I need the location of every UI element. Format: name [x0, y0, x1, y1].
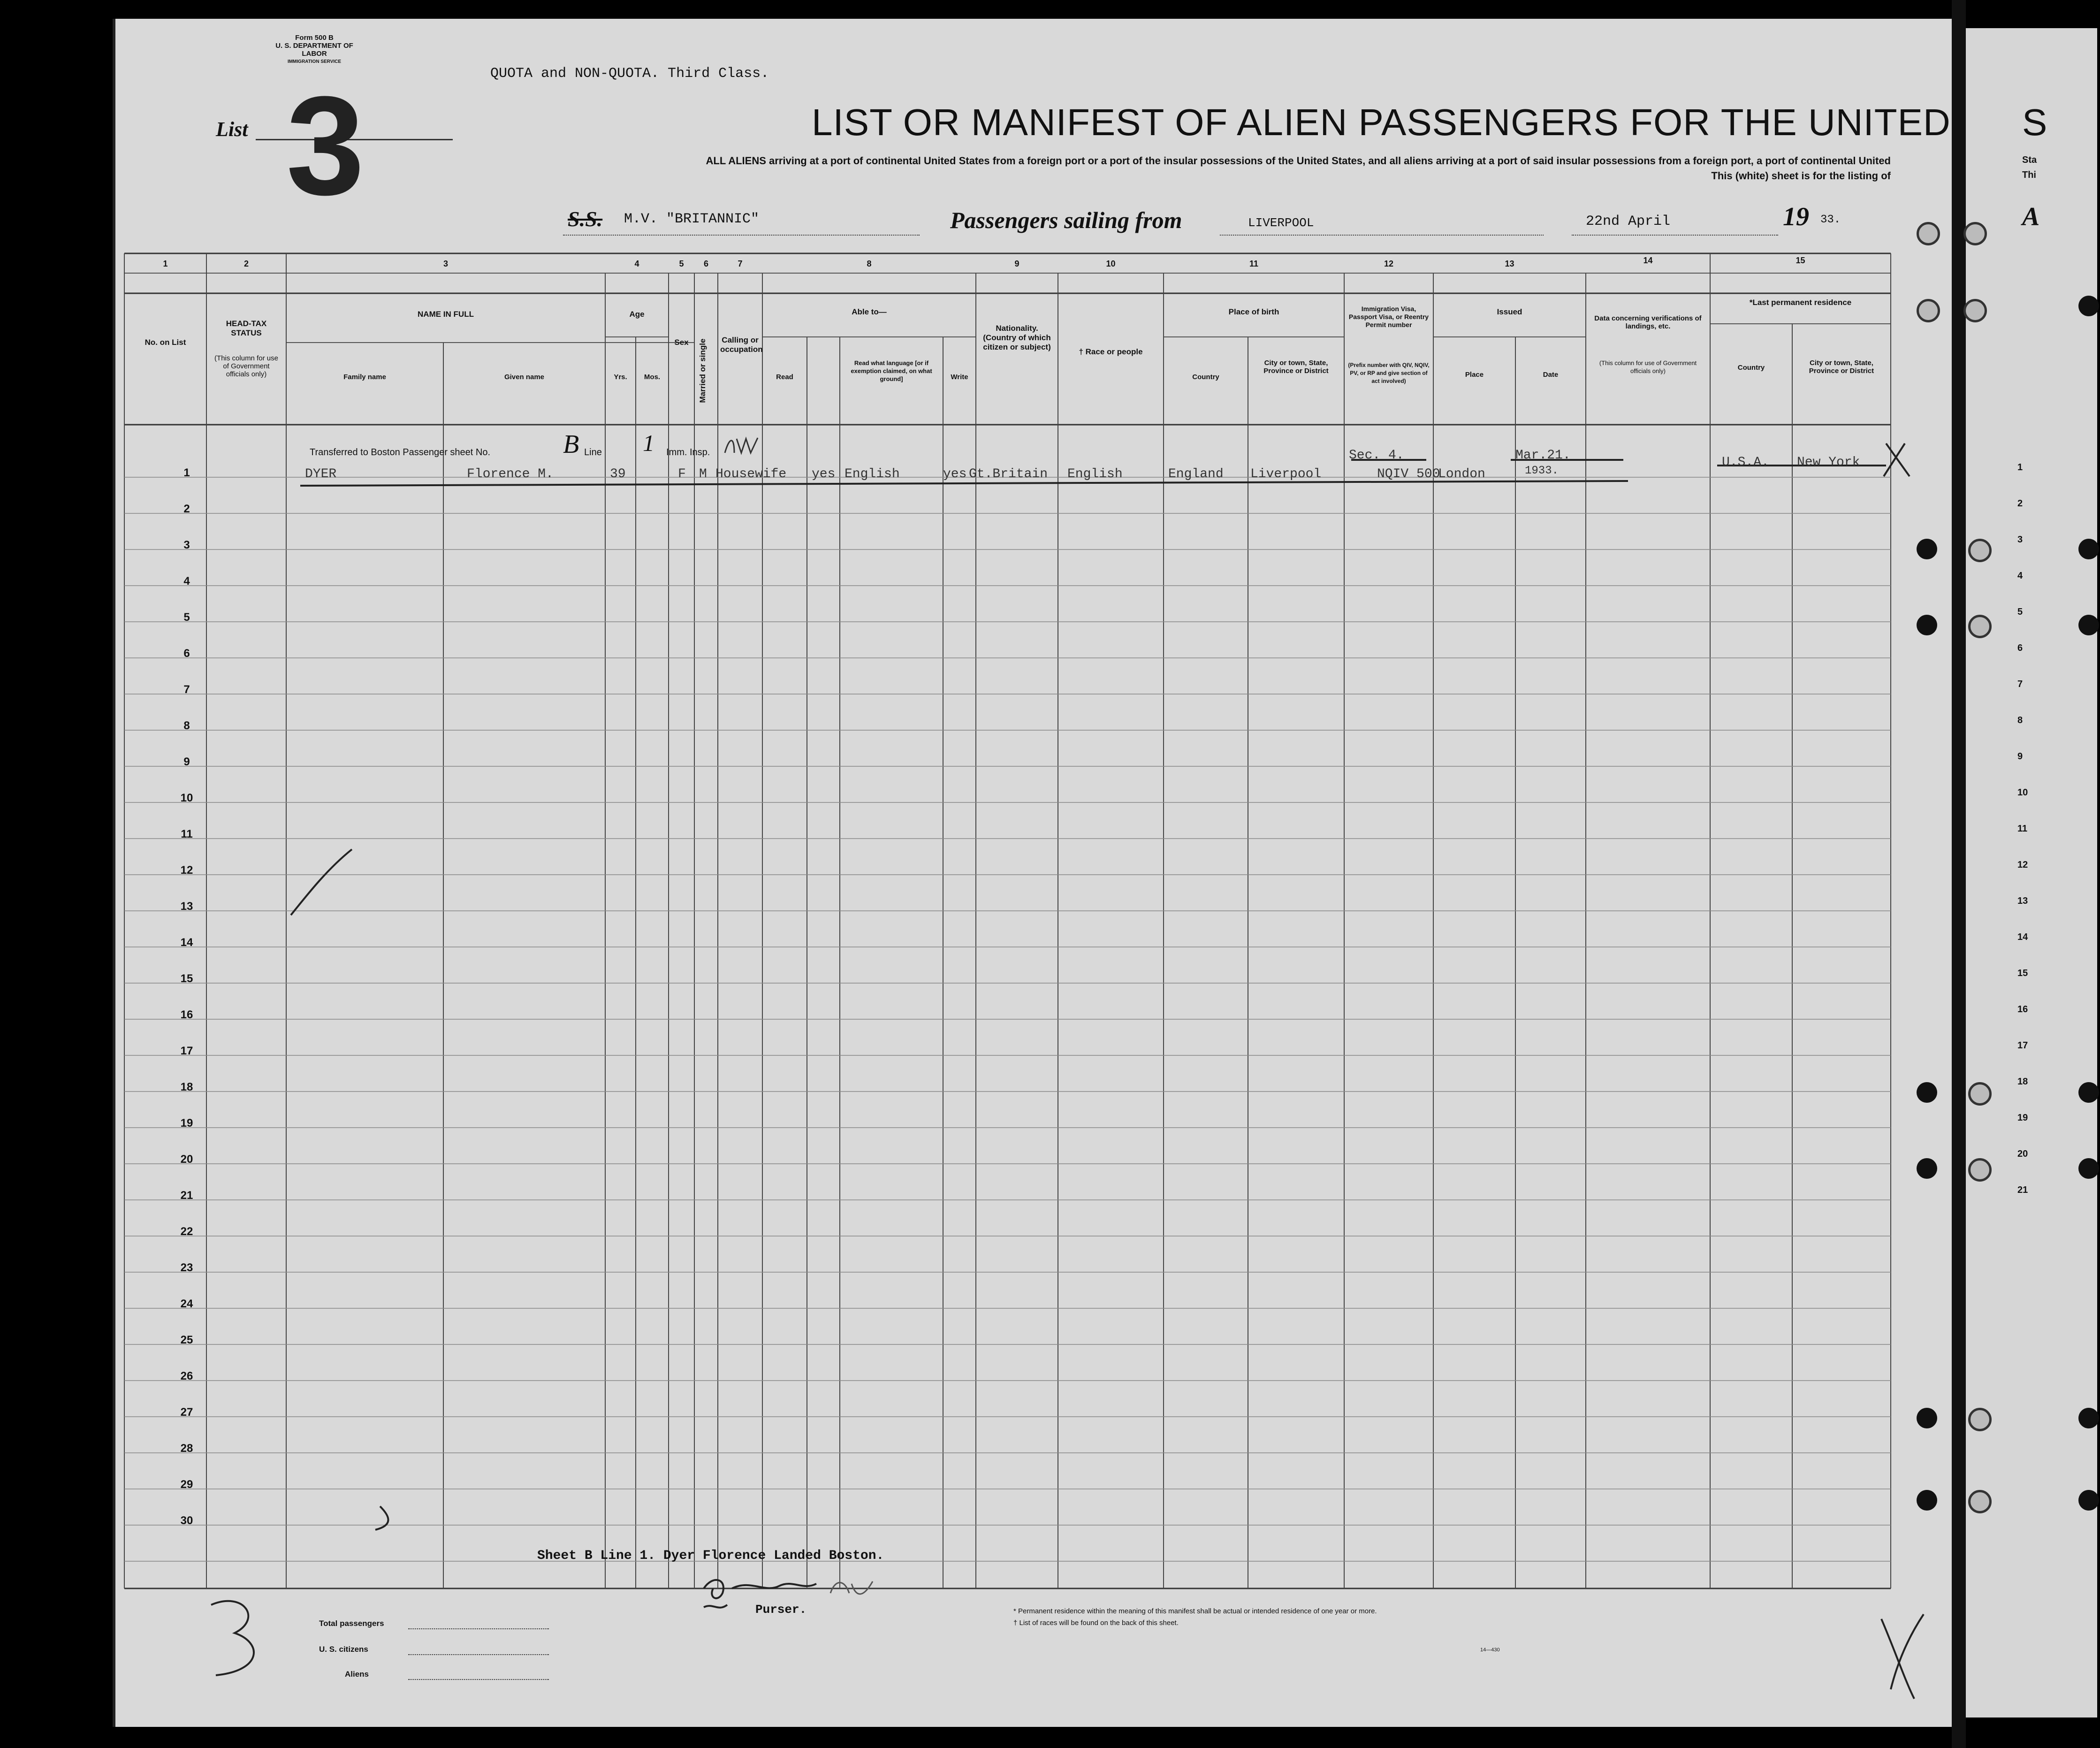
row1-visa-section: Sec. 4. — [1349, 448, 1404, 463]
row1-status: M — [699, 467, 707, 481]
footnote-residence: * Permanent residence within the meaning of this manifest shall be actual or intended residence of one year or more. — [1013, 1607, 1377, 1615]
punch-hole — [1917, 615, 1937, 635]
total-passengers-label: Total passengers — [319, 1619, 384, 1628]
department-label: U. S. DEPARTMENT OF LABOR — [275, 42, 353, 58]
header-visa: Immigration Visa, Passport Visa, or Reentry Permit number — [1348, 305, 1429, 328]
row-number: 14 — [180, 936, 193, 949]
row-number: 19 — [180, 1117, 193, 1130]
row-number: 24 — [180, 1298, 193, 1310]
row-number: 13 — [180, 900, 193, 913]
quota-line: QUOTA and NON-QUOTA. Third Class. — [490, 66, 769, 82]
punch-hole — [2078, 296, 2099, 316]
row-number: 11 — [181, 828, 193, 840]
header-verifications-note: (This column for use of Government officials only) — [1599, 359, 1697, 374]
row-number: 21 — [180, 1189, 193, 1202]
row1-res-country: U.S.A. — [1722, 455, 1769, 470]
header-issued: Issued — [1497, 307, 1522, 316]
adjacent-row-number: 15 — [2017, 968, 2028, 978]
adjacent-row-number: 7 — [2017, 679, 2023, 689]
row1-language: English — [845, 467, 900, 481]
header-name-in-full: NAME IN FULL — [418, 310, 474, 319]
binding-hole — [1968, 1408, 1992, 1431]
punch-hole — [1917, 1408, 1937, 1428]
transfer-line-label: Line — [584, 447, 602, 458]
header-family-name: Family name — [343, 373, 386, 381]
row-number: 27 — [180, 1406, 193, 1419]
row-number: 10 — [180, 792, 193, 804]
manifest-title: LIST OR MANIFEST OF ALIEN PASSENGERS FOR THE UNITED — [812, 101, 1951, 143]
colnum-11: 11 — [1249, 259, 1259, 268]
adjacent-title-fragment: S — [2022, 101, 2047, 143]
header-issued-place: Place — [1465, 371, 1484, 379]
punch-hole — [2078, 1490, 2099, 1511]
row-number: 2 — [183, 503, 190, 515]
header-race: † Race or people — [1079, 347, 1143, 356]
adjacent-row-number: 13 — [2017, 896, 2028, 906]
aliens-label: Aliens — [345, 1670, 369, 1679]
adjacent-row-number: 14 — [2017, 932, 2028, 942]
row-number: 6 — [183, 647, 190, 660]
row1-birth-country: England — [1168, 467, 1224, 481]
punch-hole — [1917, 1490, 1937, 1511]
row-number: 15 — [180, 972, 193, 985]
transfer-insp-label: Imm. Insp. — [666, 447, 710, 458]
list-number: 3 — [286, 67, 365, 224]
row-number: 20 — [180, 1153, 193, 1166]
punch-hole — [2078, 1408, 2099, 1428]
header-verifications: Data concerning verifications of landings, etc. — [1594, 314, 1702, 330]
colnum-13: 13 — [1505, 259, 1514, 268]
row-number: 5 — [183, 611, 190, 624]
row-number: 8 — [183, 719, 190, 732]
colnum-3: 3 — [443, 259, 448, 268]
header-age: Age — [629, 310, 645, 319]
subtitle-line-2: This (white) sheet is for the listing of — [1711, 170, 1891, 182]
adjacent-row-number: 4 — [2017, 571, 2023, 581]
row1-family-name: DYER — [305, 467, 337, 481]
colnum-14: 14 — [1643, 256, 1653, 265]
punch-hole — [1917, 1158, 1937, 1179]
header-able-to: Able to— — [852, 307, 887, 316]
sailing-port: LIVERPOOL — [1248, 216, 1314, 230]
colnum-1: 1 — [163, 259, 168, 268]
row1-visa-number: NQIV 500 — [1377, 467, 1440, 481]
service-label: IMMIGRATION SERVICE — [287, 59, 342, 64]
footnote-races: † List of races will be found on the back of this sheet. — [1013, 1619, 1179, 1627]
colnum-9: 9 — [1014, 259, 1020, 268]
colnum-6: 6 — [703, 259, 708, 268]
us-citizens-line — [408, 1654, 549, 1655]
row1-issued-place: London — [1438, 467, 1485, 481]
row-number: 26 — [180, 1370, 193, 1382]
header-married: Married or single — [698, 338, 707, 403]
row1-nationality: Gt.Britain — [969, 467, 1048, 481]
row-number: 4 — [183, 575, 190, 588]
binding-hole — [1917, 299, 1940, 322]
header-place-of-birth: Place of birth — [1228, 307, 1279, 316]
row-number: 17 — [180, 1045, 193, 1057]
binding-hole — [1968, 539, 1992, 562]
punch-hole — [2078, 1158, 2099, 1179]
adjacent-text-2: Thi — [2022, 170, 2036, 180]
header-issued-date: Date — [1543, 371, 1559, 379]
colnum-4: 4 — [634, 259, 639, 268]
row-number: 30 — [180, 1514, 193, 1527]
row1-occupation: Housewife — [715, 467, 787, 481]
row1-birth-city: Liverpool — [1250, 467, 1322, 481]
row1-race: English — [1067, 467, 1123, 481]
adjacent-row-number: 2 — [2017, 498, 2023, 509]
adjacent-row-number: 21 — [2017, 1185, 2028, 1195]
binding-hole — [1963, 222, 1987, 245]
header-read-language: Read what language [or if exemption claimed, on what ground] — [851, 359, 932, 382]
row-number: 12 — [180, 864, 193, 877]
sailing-label: Passengers sailing from — [950, 207, 1182, 233]
row1-read: yes — [812, 467, 836, 481]
row-number: 9 — [183, 756, 190, 768]
colnum-15: 15 — [1796, 256, 1805, 265]
header-head-tax-note: (This column for use of Government officials only) — [214, 354, 278, 378]
header-read: Read — [776, 373, 793, 381]
header-calling: Calling or occupation — [720, 336, 763, 354]
list-label: List — [216, 118, 248, 141]
adjacent-row-number: 10 — [2017, 787, 2028, 798]
punch-hole — [1917, 1082, 1937, 1103]
year-suffix: 33. — [1820, 214, 1841, 226]
binding-hole — [1968, 1082, 1992, 1106]
row1-given-name: Florence M. — [467, 467, 554, 481]
adjacent-row-number: 8 — [2017, 715, 2023, 725]
binding-hole — [1963, 299, 1987, 322]
header-nationality: Nationality. (Country of which citizen or subject) — [983, 324, 1051, 351]
row-number: 16 — [180, 1008, 193, 1021]
header-age-mos: Mos. — [644, 373, 661, 381]
row-number: 7 — [183, 683, 190, 696]
binding-hole — [1968, 615, 1992, 638]
header-res-country: Country — [1737, 364, 1765, 372]
year-prefix: 19 — [1783, 202, 1809, 231]
ship-prefix: S.S. — [568, 207, 603, 231]
header-given-name: Given name — [504, 373, 545, 381]
total-passengers-line — [408, 1628, 549, 1629]
header-write: Write — [951, 373, 968, 381]
row-number: 1 — [183, 466, 190, 479]
header-no-on-list: No. on List — [145, 338, 186, 347]
adjacent-row-number: 18 — [2017, 1076, 2028, 1087]
adjacent-row-number: 20 — [2017, 1149, 2028, 1159]
header-res-city: City or town, State, Province or District — [1809, 359, 1874, 375]
purser-label: Purser. — [755, 1603, 807, 1617]
punch-hole — [2078, 1082, 2099, 1103]
adjacent-row-number: 1 — [2017, 462, 2023, 473]
row1-res-city: New York — [1797, 455, 1860, 470]
header-birth-city: City or town, State, Province or District — [1263, 359, 1329, 375]
ship-name: M.V. "BRITANNIC" — [624, 211, 760, 227]
row1-issued-date-1: Mar.21. — [1515, 448, 1571, 463]
form-code: 14—430 — [1480, 1647, 1500, 1653]
row-number: 3 — [183, 539, 190, 551]
header-visa-note: (Prefix number with QIV, NQIV, PV, or RP and give section of act involved) — [1348, 362, 1430, 384]
colnum-12: 12 — [1384, 259, 1394, 268]
colnum-10: 10 — [1106, 259, 1116, 268]
binding-hole — [1968, 1158, 1992, 1182]
adjacent-row-number: 19 — [2017, 1113, 2028, 1123]
row1-issued-date-2: 1933. — [1525, 465, 1559, 477]
punch-hole — [1917, 539, 1937, 559]
row-number: 18 — [180, 1081, 193, 1093]
header-head-tax: HEAD-TAX STATUS — [226, 319, 267, 337]
punch-hole — [2078, 539, 2099, 559]
transfer-text: Transferred to Boston Passenger sheet No. — [310, 447, 491, 458]
adjacent-row-number: 5 — [2017, 607, 2023, 617]
transfer-line-no: 1 — [643, 430, 654, 456]
punch-hole — [2078, 615, 2099, 635]
header-sex: Sex — [674, 338, 689, 347]
adjacent-row-number: 12 — [2017, 860, 2028, 870]
colnum-7: 7 — [738, 259, 743, 268]
row1-sex: F — [678, 467, 686, 481]
colnum-2: 2 — [243, 259, 249, 268]
row-number: 28 — [180, 1442, 193, 1455]
header-last-residence: *Last permanent residence — [1749, 298, 1852, 307]
binding-hole — [1917, 222, 1940, 245]
header-age-yrs: Yrs. — [614, 373, 627, 381]
row1-age: 39 — [610, 467, 626, 481]
form-number: Form 500 B — [295, 34, 334, 42]
inspector-initials — [723, 434, 765, 458]
adjacent-row-number: 6 — [2017, 643, 2023, 653]
us-citizens-label: U. S. citizens — [319, 1645, 368, 1654]
adjacent-row-number: 9 — [2017, 751, 2023, 762]
adjacent-text-3: A — [2022, 202, 2040, 231]
adjacent-row-number: 17 — [2017, 1040, 2028, 1051]
colnum-8: 8 — [867, 259, 872, 268]
row-number: 22 — [180, 1225, 193, 1238]
row-number: 23 — [180, 1261, 193, 1274]
header-birth-country: Country — [1192, 373, 1219, 381]
adjacent-text-1: Sta — [2022, 155, 2037, 165]
footer-sheet-note: Sheet B Line 1. Dyer Florence Landed Boston. — [537, 1549, 884, 1563]
aliens-line — [408, 1679, 549, 1680]
subtitle-line-1: ALL ALIENS arriving at a port of continental United States from a foreign port or a port of the insular possessions of the United States, and all aliens arriving at a port of said insular possessions from a foreign port, a port of continental United — [706, 155, 1891, 167]
colnum-5: 5 — [679, 259, 684, 268]
transfer-sheet-no: B — [563, 430, 579, 459]
row1-write: yes — [943, 467, 967, 481]
sailing-date: 22nd April — [1586, 214, 1671, 229]
row-number: 25 — [180, 1334, 193, 1346]
adjacent-row-number: 16 — [2017, 1004, 2028, 1015]
adjacent-row-number: 3 — [2017, 534, 2023, 545]
binding-hole — [1968, 1490, 1992, 1513]
adjacent-row-number: 11 — [2017, 824, 2028, 834]
row-number: 29 — [180, 1478, 193, 1491]
